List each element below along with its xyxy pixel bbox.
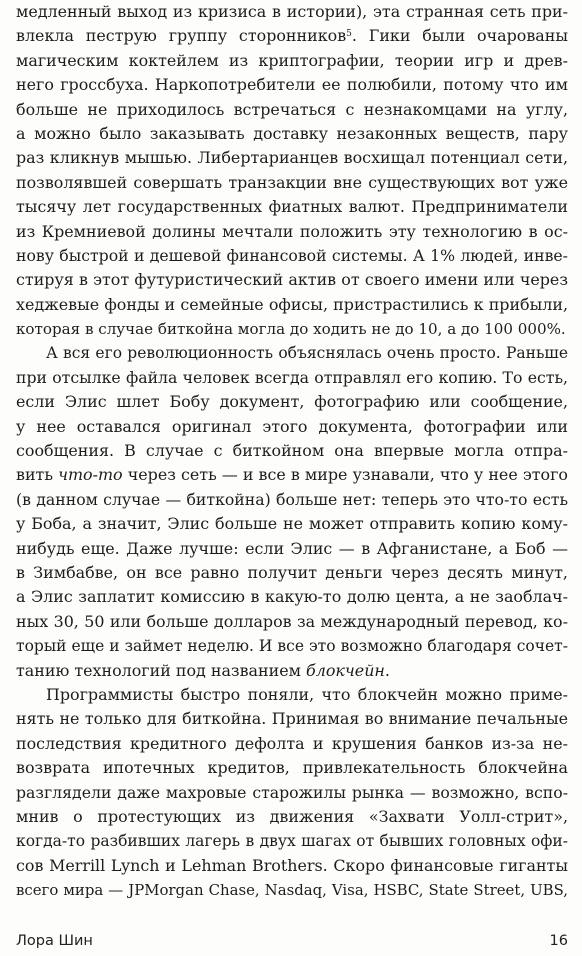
text-line: позволявшей совершать транзакции вне существующих вот уже — [16, 172, 568, 192]
text-line: мнив о протестующих из движения «Захвати Уолл-стрит», — [16, 806, 568, 826]
text-line: хеджевые фонды и семейные офисы, пристрастились к прибыли, — [16, 294, 568, 314]
italic-text: блокчейн — [306, 660, 385, 680]
text-fragment: влекла пеструю группу сторонников — [16, 26, 347, 46]
text-line: (в данном случае — биткойна) больше нет: теперь это что-то есть — [16, 489, 568, 509]
paragraph-1 — [16, 0, 568, 341]
text-line: возврата ипотечных кредитов, привлекательность блокчейна — [16, 758, 568, 778]
text-line: нибудь еще. Даже лучше: если Элис — в Афганистане, а Боб — — [16, 538, 568, 558]
text-line: а можно было заказывать доставку незаконных веществ, пару — [16, 123, 568, 143]
text-line: при отсылке файла человек всегда отправлял его копию. То есть, — [16, 367, 568, 387]
text-line: когда-то разбивших лагерь в двух шагах от бывших головных офи- — [16, 832, 568, 851]
text-line: больше не приходилось встречаться с незнакомцами на углу, — [16, 99, 568, 119]
text-line: а Элис заплатит комиссию в какую-то долю цента, а не заоблач- — [16, 587, 568, 607]
text-fragment: танию технологий под названием — [16, 660, 301, 680]
body-text — [16, 0, 568, 902]
text-line: в Зимбабве, он все равно получит деньги через десять минут, — [16, 562, 568, 582]
text-line: стируя в этот футуристический актив от своего имени или через — [16, 270, 568, 290]
paragraph-2 — [16, 341, 568, 682]
text-line: из Кремниевой долины мечтали положить эту технологию в ос- — [16, 221, 568, 241]
text-line: у Боба, а значит, Элис больше не может отправить копию кому- — [16, 514, 568, 534]
text-line: всего мира — JPMorgan Chase, Nasdaq, Visa, HSBC, State Street, UBS, — [16, 881, 568, 900]
text-line: сов Merrill Lynch и Lehman Brothers. Скоро финансовые гиганты — [16, 855, 568, 875]
text-line: сообщения. В случае с биткойном она впервые могла отпра- — [16, 441, 568, 461]
page-footer — [16, 933, 568, 949]
text-line: торый еще и займет неделю. И все это возможно благодаря сочет- — [16, 637, 568, 656]
italic-text: что-то — [58, 465, 123, 485]
text-line: Программисты быстро поняли, что блокчейн можно приме- — [46, 684, 568, 704]
text-line: А вся его революционность объяснялась очень просто. Раньше — [46, 344, 568, 363]
text-fragment: . Гики были очарованы — [351, 26, 568, 46]
text-line: ных 30, 50 или больше долларов за международный перевод, ко- — [16, 611, 568, 631]
running-footer-author: Лора Шин — [16, 933, 93, 949]
page-number: 16 — [549, 933, 568, 949]
footnote-marker[interactable]: 5 — [346, 29, 352, 40]
text-fragment: . — [384, 660, 390, 680]
text-line — [16, 463, 568, 487]
text-line: у нее оставался оригинал этого документа, фотографии или — [16, 416, 568, 436]
text-fragment: через сеть — и все в мире узнавали, что у нее этого — [127, 465, 568, 485]
text-line: него гроссбуха. Наркопотребители ее полюбили, потому что им — [16, 75, 568, 95]
text-line: нять не только для биткойна. Принимая во внимание печальные — [16, 709, 568, 729]
text-line: медленный выход из кризиса в истории), эта странная сеть при- — [16, 2, 568, 21]
paragraph-3 — [16, 683, 568, 903]
text-line — [16, 659, 568, 683]
text-line: магическим коктейлем из криптографии, теории игр и древ- — [16, 50, 568, 70]
text-line: нову быстрой и дешевой финансовой системы. А 1% людей, инве- — [16, 245, 568, 265]
text-line: последствия кредитного дефолта и крушения банков из-за не- — [16, 733, 568, 753]
text-fragment: вить — [16, 465, 53, 485]
text-line: которая в случае биткойна могла до ходить не до 10, а до 100 000%. — [16, 320, 566, 339]
text-line: разглядели даже махровые старожилы рынка — возможно, вспо- — [16, 782, 568, 802]
text-line: раз кликнув мышью. Либертарианцев восхищал потенциал сети, — [16, 148, 568, 168]
text-line: если Элис шлет Бобу документ, фотографию или сообщение, — [16, 392, 568, 412]
text-line — [16, 24, 568, 48]
text-line: тысячу лет государственных фиатных валют. Предприниматели — [16, 197, 568, 217]
